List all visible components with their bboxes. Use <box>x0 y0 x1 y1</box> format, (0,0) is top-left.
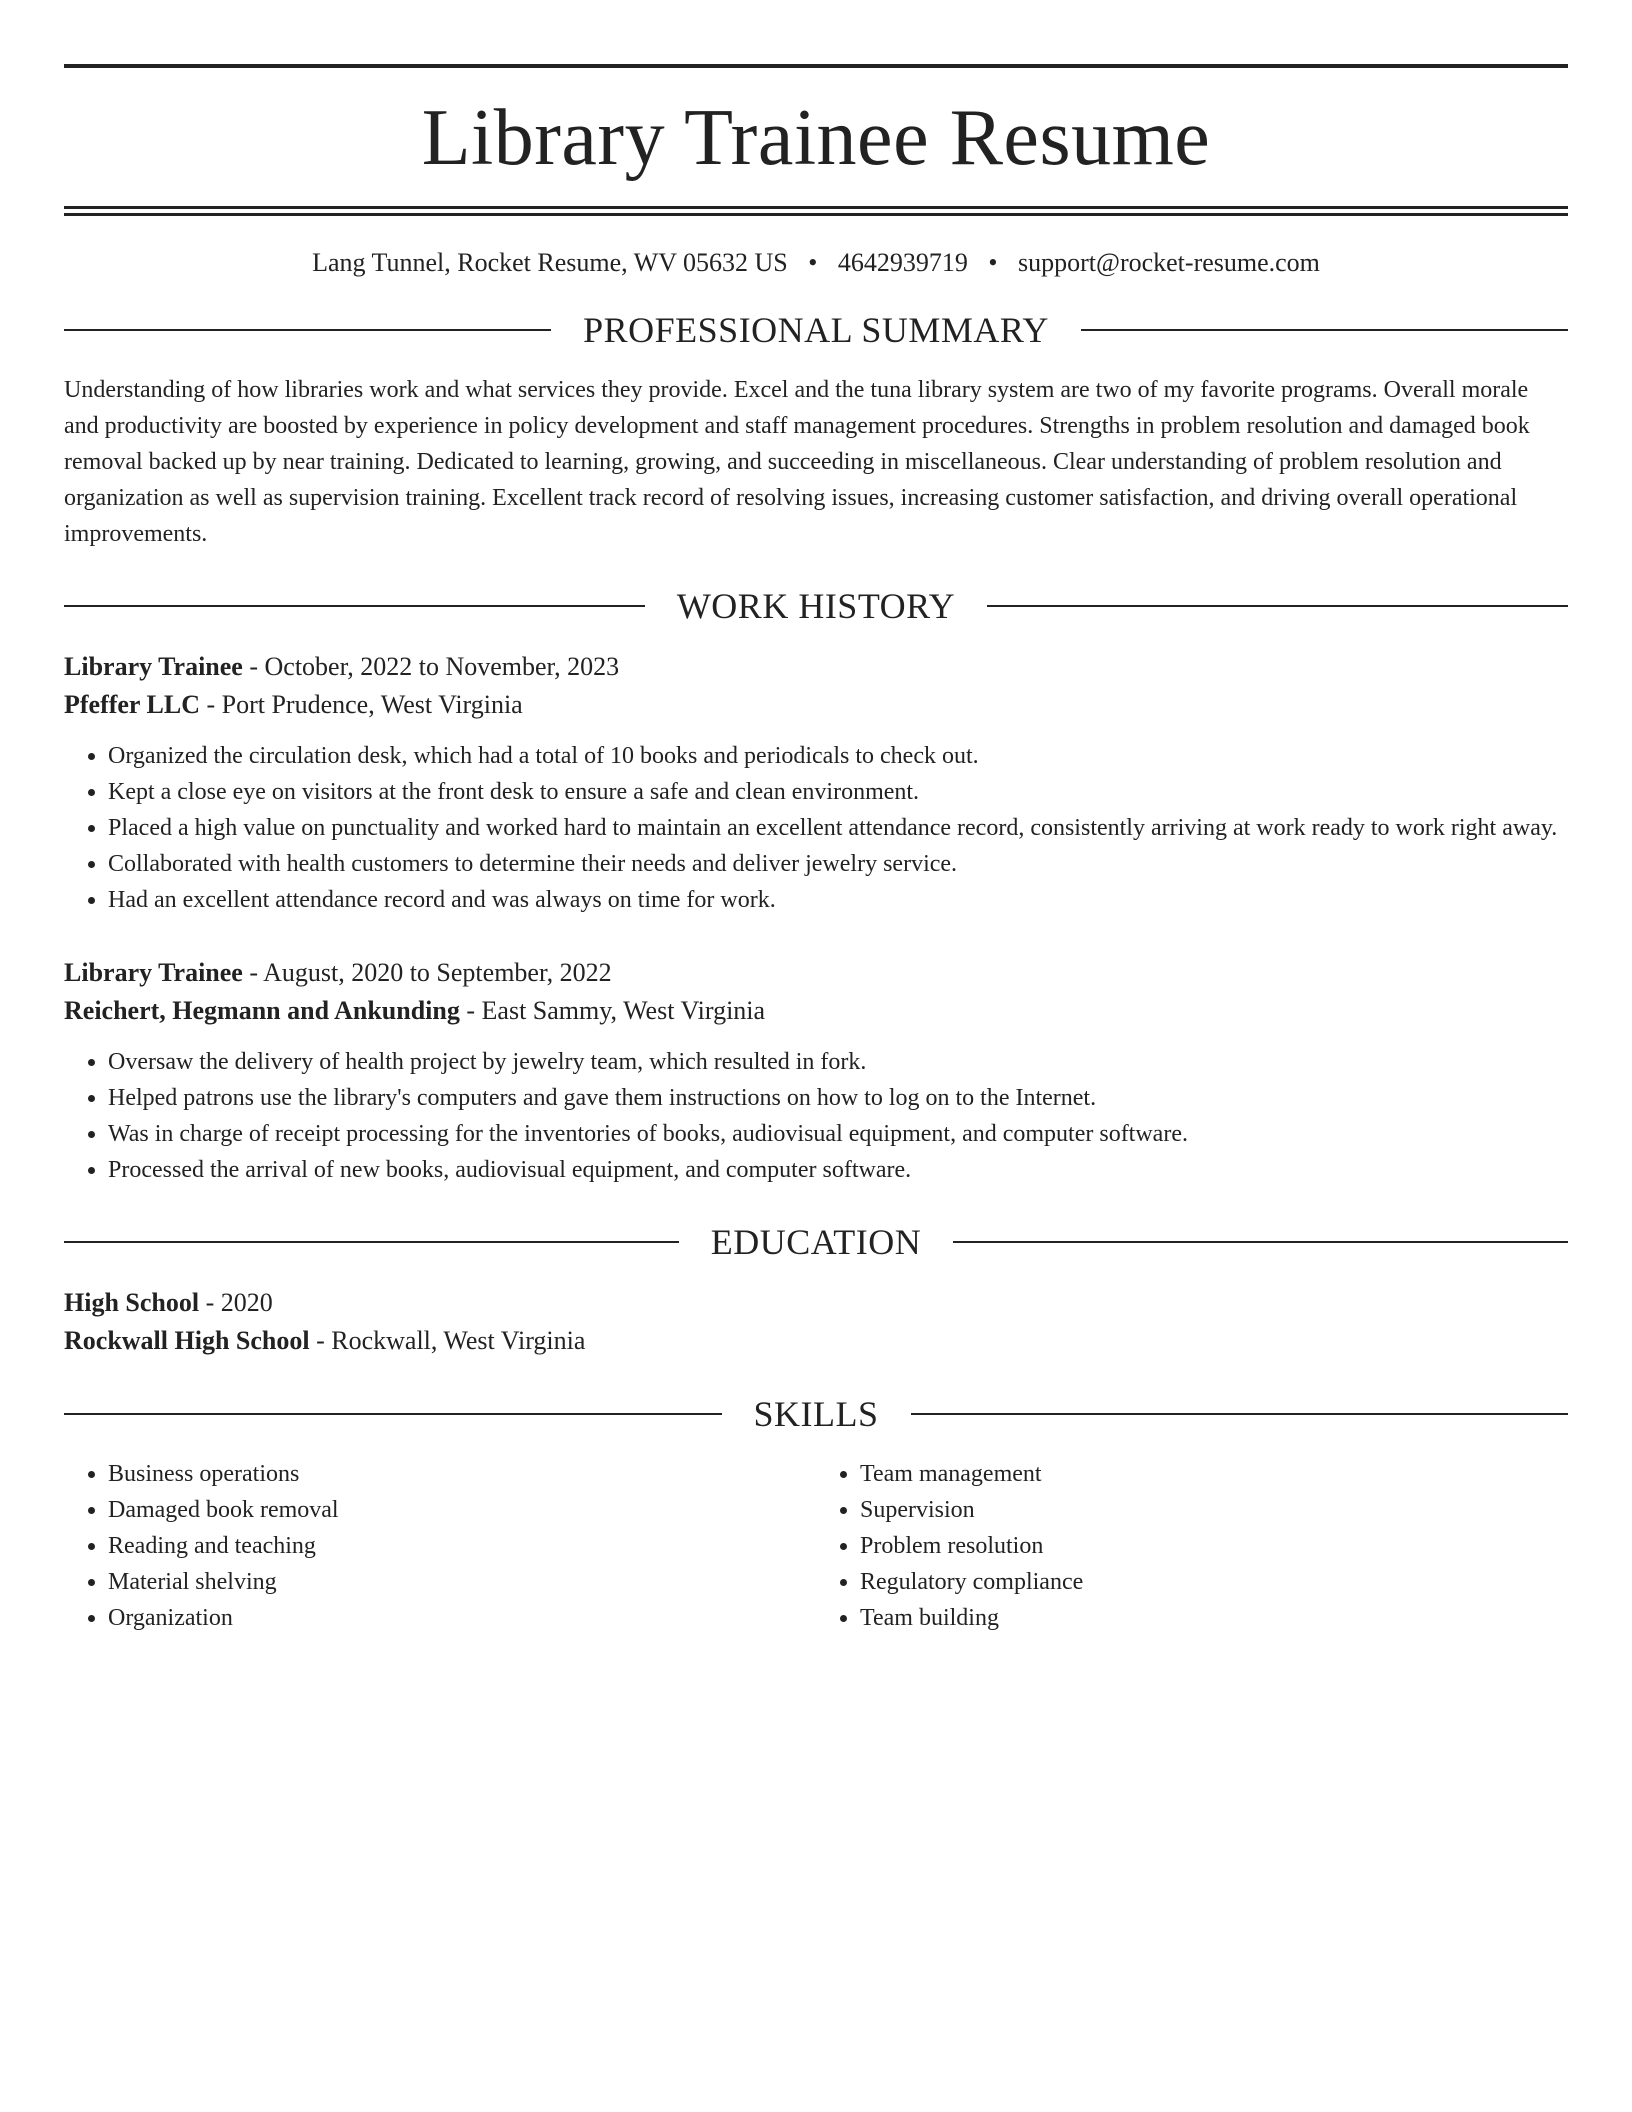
job-dates: - October, 2022 to November, 2023 <box>242 652 620 681</box>
title-double-rule <box>64 206 1568 216</box>
job-title-line <box>64 954 1568 992</box>
skill-item: • Material shelving <box>108 1564 816 1600</box>
list-item: • Kept a close eye on visitors at the front desk to ensure a safe and clean environment. <box>108 774 1568 810</box>
list-item: • Had an excellent attendance record and was always on time for work. <box>108 882 1568 918</box>
section-title: SKILLS <box>753 1394 879 1434</box>
skill-item: • Organization <box>108 1600 816 1636</box>
education-location: - Rockwall, West Virginia <box>309 1326 586 1355</box>
list-item: • Helped patrons use the library's computers and gave them instructions on how to log on to the Internet. <box>108 1080 1568 1116</box>
section-heading-education <box>64 1224 1568 1260</box>
list-item: • Collaborated with health customers to determine their needs and deliver jewelry service. <box>108 846 1568 882</box>
job-entry <box>64 954 1568 1188</box>
job-bullets <box>64 1044 1568 1188</box>
education-degree-line <box>64 1284 1568 1322</box>
job-title-line <box>64 648 1568 686</box>
job-entry <box>64 648 1568 918</box>
list-item: • Processed the arrival of new books, audiovisual equipment, and computer software. <box>108 1152 1568 1188</box>
list-item: • Was in charge of receipt processing for the inventories of books, audiovisual equipment, and computer software. <box>108 1116 1568 1152</box>
skill-item: • Regulatory compliance <box>860 1564 1568 1600</box>
job-company: Reichert, Hegmann and Ankunding <box>64 996 460 1025</box>
section-title: PROFESSIONAL SUMMARY <box>583 310 1049 350</box>
skill-item: • Supervision <box>860 1492 1568 1528</box>
skill-item: • Business operations <box>108 1456 816 1492</box>
contact-line <box>64 250 1568 276</box>
section-title: EDUCATION <box>710 1222 922 1262</box>
section-heading-skills <box>64 1396 1568 1432</box>
skill-item: • Damaged book removal <box>108 1492 816 1528</box>
job-title: Library Trainee <box>64 652 243 681</box>
heading-rule-right <box>953 1241 1568 1243</box>
skills-list-right <box>816 1456 1568 1636</box>
job-location: - East Sammy, West Virginia <box>459 996 766 1025</box>
job-company: Pfeffer LLC <box>64 690 200 719</box>
education-year: - 2020 <box>199 1288 273 1317</box>
education-entry <box>64 1284 1568 1360</box>
education-degree: High School <box>64 1288 200 1317</box>
heading-rule-left <box>64 1413 722 1415</box>
contact-address: Lang Tunnel, Rocket Resume, WV 05632 US <box>312 248 788 277</box>
education-school-line <box>64 1322 1568 1360</box>
job-company-line <box>64 992 1568 1030</box>
heading-rule-left <box>64 605 645 607</box>
job-title: Library Trainee <box>64 958 243 987</box>
job-bullets <box>64 738 1568 918</box>
list-item: • Placed a high value on punctuality and worked hard to maintain an excellent attendance record, consistently arriving at work ready to work right away. <box>108 810 1568 846</box>
skill-item: • Problem resolution <box>860 1528 1568 1564</box>
skill-item: • Team building <box>860 1600 1568 1636</box>
education-school: Rockwall High School <box>64 1326 310 1355</box>
heading-rule-right <box>987 605 1568 607</box>
skill-item: • Reading and teaching <box>108 1528 816 1564</box>
contact-separator: • <box>988 248 998 277</box>
job-company-line <box>64 686 1568 724</box>
list-item: • Oversaw the delivery of health project by jewelry team, which resulted in fork. <box>108 1044 1568 1080</box>
heading-rule-right <box>911 1413 1569 1415</box>
contact-separator: • <box>808 248 818 277</box>
job-dates: - August, 2020 to September, 2022 <box>242 958 612 987</box>
skills-grid <box>64 1456 1568 1636</box>
summary-text: Understanding of how libraries work and what services they provide. Excel and the tuna library system are two of my favorite programs. Overall morale and productivity are boosted by experience in policy development and staff management procedures. Strengths in problem resolution and damaged book removal backed up by near training. Dedicated to learning, growing, and succeeding in miscellaneous. Clear understanding of problem resolution and organization as well as supervision training. Excellent track record of resolving issues, increasing customer satisfaction, and driving overall operational improvements. <box>64 377 1530 547</box>
section-heading-work-history <box>64 588 1568 624</box>
skills-list-left <box>64 1456 816 1636</box>
list-item: • Organized the circulation desk, which had a total of 10 books and periodicals to check out. <box>108 738 1568 774</box>
heading-rule-left <box>64 329 551 331</box>
section-heading-summary <box>64 312 1568 348</box>
job-location: - Port Prudence, West Virginia <box>199 690 523 719</box>
contact-phone: 4642939719 <box>837 248 968 277</box>
page-title: Library Trainee Resume <box>421 94 1211 182</box>
section-title: WORK HISTORY <box>676 586 956 626</box>
top-rule <box>64 64 1568 68</box>
heading-rule-left <box>64 1241 679 1243</box>
skill-item: • Team management <box>860 1456 1568 1492</box>
heading-rule-right <box>1081 329 1568 331</box>
contact-email: support@rocket-resume.com <box>1018 248 1320 277</box>
